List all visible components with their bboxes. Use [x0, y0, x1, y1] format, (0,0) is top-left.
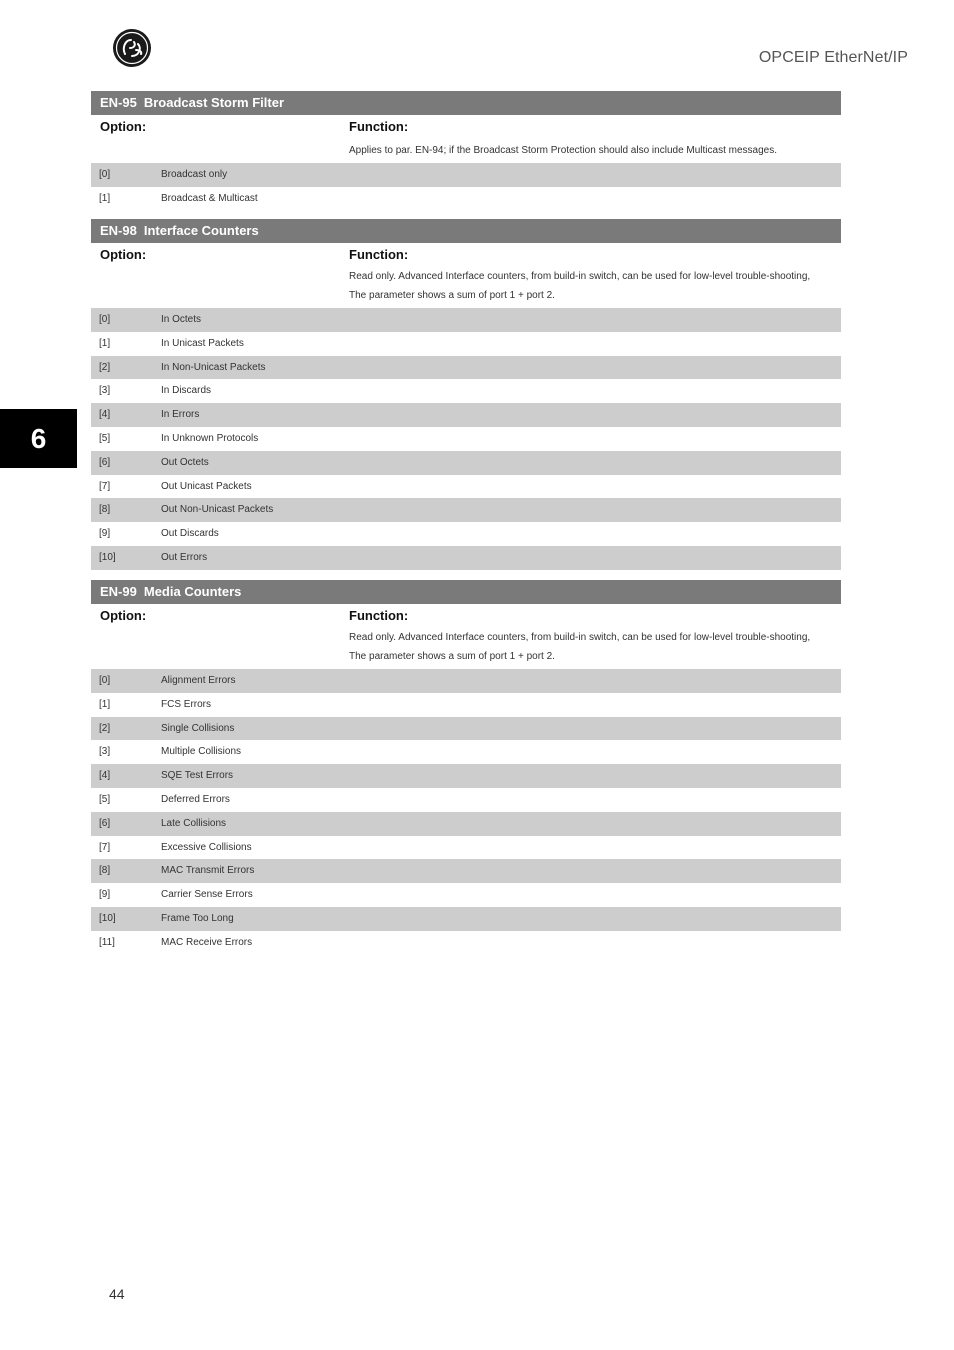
option-row: [91, 788, 841, 812]
function-description: [349, 628, 841, 669]
option-label: MAC Receive Errors: [161, 936, 253, 948]
option-row: [91, 427, 841, 451]
option-label: Single Collisions: [161, 722, 235, 734]
option-index: [0]: [99, 314, 111, 325]
option-row: [91, 403, 841, 427]
option-index: [1]: [99, 337, 111, 349]
function-header: Function:: [349, 119, 409, 134]
option-label: In Non-Unicast Packets: [161, 361, 266, 373]
column-headers: [91, 115, 841, 139]
option-index: [10]: [99, 912, 116, 924]
option-index: [3]: [99, 385, 111, 397]
option-label: In Unknown Protocols: [161, 432, 259, 444]
document-title: OPCEIP EtherNet/IP: [758, 49, 908, 66]
section-header: [91, 219, 841, 243]
option-label: In Discards: [161, 385, 212, 397]
option-row: [91, 740, 841, 764]
option-index: [6]: [99, 817, 111, 829]
option-index: [5]: [99, 432, 111, 444]
function-description: [349, 139, 841, 163]
option-index: [7]: [99, 841, 111, 853]
function-description: [349, 267, 841, 308]
option-row: [91, 356, 841, 380]
description-line: Read only. Advanced Interface counters, from build-in switch, can be used for low-level trouble-shooting,: [349, 632, 811, 643]
option-index: [4]: [99, 770, 111, 782]
option-row: [91, 187, 841, 211]
option-index: [9]: [99, 528, 111, 540]
option-index: [1]: [99, 698, 111, 710]
description-line: Read only. Advanced Interface counters, from build-in switch, can be used for low-level trouble-shooting,: [349, 271, 811, 282]
option-label: In Unicast Packets: [161, 337, 244, 349]
section-header: [91, 580, 841, 604]
description-line: The parameter shows a sum of port 1 + port 2.: [349, 651, 555, 662]
option-label: Multiple Collisions: [161, 746, 242, 758]
section-header: [91, 91, 841, 115]
option-row: [91, 883, 841, 907]
option-label: Broadcast & Multicast: [161, 192, 258, 204]
option-label: Late Collisions: [161, 817, 227, 829]
parameter-section-en98: [91, 219, 841, 570]
option-label: Out Octets: [161, 456, 209, 468]
option-index: [0]: [99, 169, 111, 180]
parameter-section-en99: [91, 580, 841, 955]
option-index: [4]: [99, 409, 111, 421]
parameter-code: EN-95: [100, 95, 137, 110]
chapter-tab: 6: [0, 409, 77, 468]
option-index: [5]: [99, 793, 111, 805]
description-line: Applies to par. EN-94; if the Broadcast Storm Protection should also include Multicast messages.: [349, 145, 777, 156]
function-header: Function:: [349, 608, 409, 623]
page-number: 44: [109, 1286, 125, 1302]
option-label: Out Non-Unicast Packets: [161, 504, 274, 516]
option-row: [91, 451, 841, 475]
option-index: [7]: [99, 480, 111, 492]
option-row: [91, 907, 841, 931]
option-row: [91, 859, 841, 883]
option-row: [91, 522, 841, 546]
option-label: Excessive Collisions: [161, 841, 252, 853]
option-header: Option:: [100, 247, 147, 262]
option-index: [11]: [99, 936, 115, 948]
option-index: [2]: [99, 722, 111, 734]
option-row: [91, 379, 841, 403]
option-label: FCS Errors: [161, 698, 211, 710]
parameter-title: Interface Counters: [143, 223, 259, 238]
description-line: The parameter shows a sum of port 1 + port 2.: [349, 290, 555, 301]
option-row: [91, 836, 841, 860]
option-label: Alignment Errors: [161, 675, 236, 686]
option-label: Out Unicast Packets: [161, 480, 252, 492]
option-index: [8]: [99, 504, 111, 516]
option-label: In Octets: [161, 314, 202, 325]
option-label: Carrier Sense Errors: [161, 889, 253, 901]
option-row: [91, 308, 841, 332]
option-row: [91, 669, 841, 693]
option-index: [1]: [99, 192, 111, 204]
option-index: [9]: [99, 889, 111, 901]
option-header: Option:: [100, 608, 147, 623]
column-headers: [91, 604, 841, 628]
parameter-section-en95: [91, 91, 841, 211]
option-row: [91, 163, 841, 187]
option-row: [91, 717, 841, 741]
option-row: [91, 931, 841, 955]
option-label: Broadcast only: [161, 169, 228, 180]
option-index: [10]: [99, 551, 116, 563]
option-label: SQE Test Errors: [161, 770, 234, 782]
option-label: Deferred Errors: [161, 793, 230, 805]
option-row: [91, 332, 841, 356]
option-row: [91, 764, 841, 788]
option-index: [2]: [99, 361, 111, 373]
option-label: Frame Too Long: [161, 912, 234, 924]
function-header: Function:: [349, 247, 409, 262]
option-row: [91, 693, 841, 717]
option-row: [91, 546, 841, 570]
parameter-title: Media Counters: [143, 584, 242, 599]
parameter-title: Broadcast Storm Filter: [143, 95, 285, 110]
column-headers: [91, 243, 841, 267]
option-index: [8]: [99, 865, 111, 877]
option-index: [0]: [99, 675, 111, 686]
parameter-code: EN-99: [100, 584, 137, 599]
option-row: [91, 475, 841, 499]
option-index: [6]: [99, 456, 111, 468]
option-label: Out Errors: [161, 551, 208, 563]
option-label: Out Discards: [161, 528, 219, 540]
option-row: [91, 812, 841, 836]
option-label: MAC Transmit Errors: [161, 865, 255, 877]
parameter-code: EN-98: [100, 223, 137, 238]
option-index: [3]: [99, 746, 111, 758]
ge-logo-icon: [112, 28, 152, 68]
option-label: In Errors: [161, 409, 200, 421]
option-header: Option:: [100, 119, 147, 134]
option-row: [91, 498, 841, 522]
